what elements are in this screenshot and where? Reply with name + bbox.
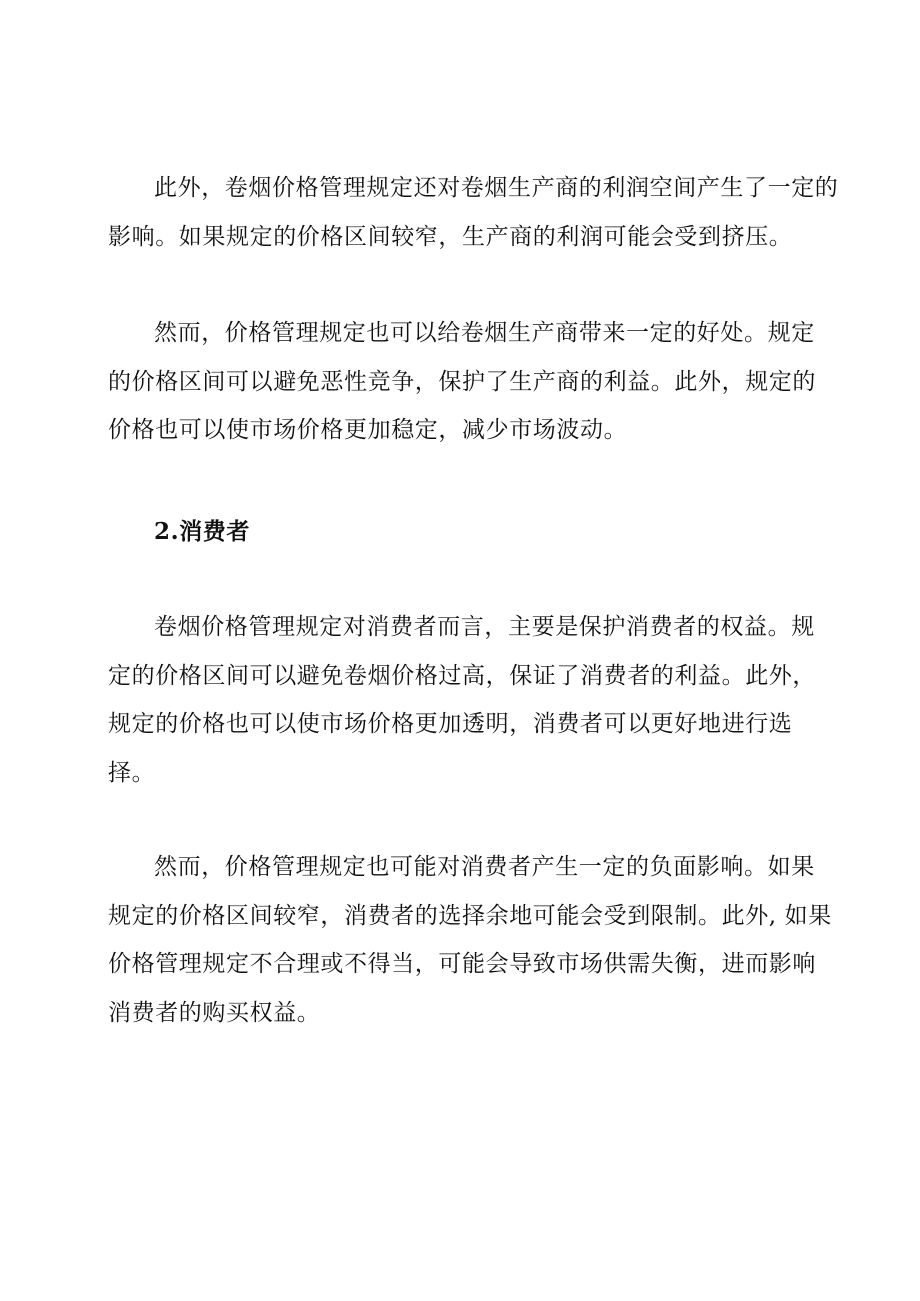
paragraph-line: 择。 xyxy=(108,759,156,786)
paragraph-line: 规定的价格区间较窄，消费者的选择余地可能会受到限制。此外, 如果 xyxy=(108,902,832,929)
paragraph-line: 然而，价格管理规定也可能对消费者产生一定的负面影响。如果 xyxy=(154,854,815,880)
paragraph-line: 然而，价格管理规定也可以给卷烟生产商带来一定的好处。规定 xyxy=(154,320,815,346)
paragraph-line: 影响。如果规定的价格区间较窄，生产商的利润可能会受到挤压。 xyxy=(108,223,793,250)
paragraph-line: 卷烟价格管理规定对消费者而言，主要是保护消费者的权益。规 xyxy=(154,614,815,640)
paragraph-consumer-negative xyxy=(108,843,832,1037)
paragraph-line: 价格管理规定不合理或不得当，可能会导致市场供需失衡，进而影响 xyxy=(108,951,816,977)
paragraph-line: 消费者的购买权益。 xyxy=(108,999,321,1026)
paragraph-producer-benefit xyxy=(108,309,828,455)
paragraph-line: 的价格区间可以避免恶性竞争，保护了生产商的利益。此外，规定的 xyxy=(108,368,816,395)
paragraph-line: 定的价格区间可以避免卷烟价格过高，保证了消费者的利益。此外， xyxy=(108,662,816,689)
paragraph-line: 价格也可以使市场价格更加稳定，减少市场波动。 xyxy=(108,417,628,443)
paragraph-line: 此外，卷烟价格管理规定还对卷烟生产商的利润空间产生了一定的 xyxy=(154,175,839,201)
section-heading: 2.消费者 xyxy=(154,518,251,545)
paragraph-producer-profit xyxy=(108,164,839,261)
paragraph-consumer-rights xyxy=(108,603,828,797)
paragraph-line: 规定的价格也可以使市场价格更加透明，消费者可以更好地进行选 xyxy=(108,711,793,737)
